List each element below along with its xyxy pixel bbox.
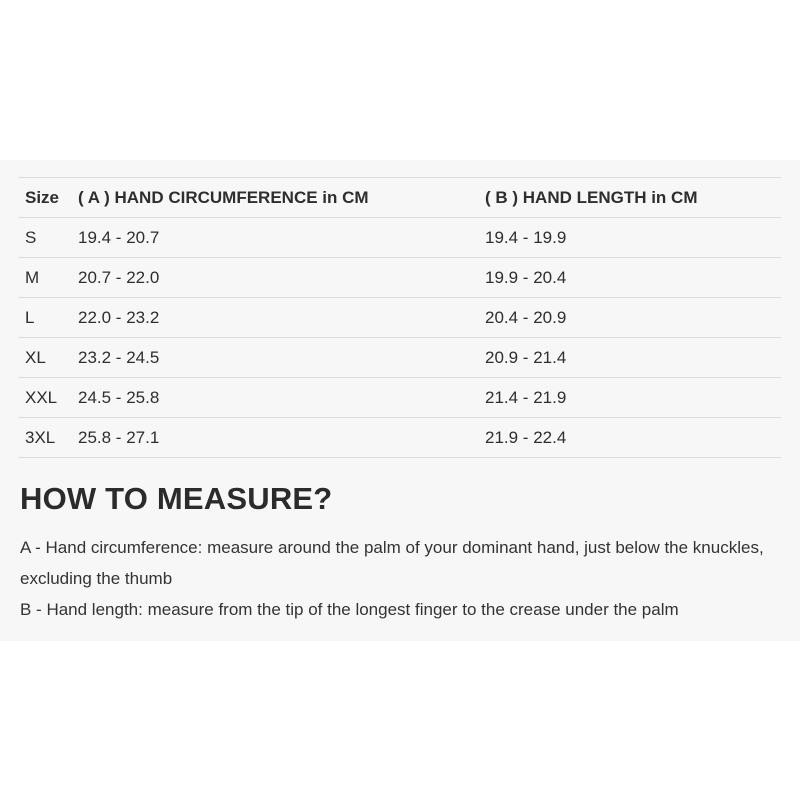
- circumference-cell: 24.5 - 25.8: [78, 378, 485, 418]
- size-cell: S: [18, 218, 78, 258]
- size-chart-table: [18, 177, 781, 458]
- length-cell: 21.9 - 22.4: [485, 418, 781, 458]
- size-cell: 3XL: [18, 418, 78, 458]
- instruction-hand-circumference: A - Hand circumference: measure around the palm of your dominant hand, just below the knuckles, excluding the thumb: [20, 538, 764, 588]
- circumference-cell: 23.2 - 24.5: [78, 338, 485, 378]
- length-cell: 19.4 - 19.9: [485, 218, 781, 258]
- circumference-cell: 22.0 - 23.2: [78, 298, 485, 338]
- table-row: [18, 338, 781, 378]
- length-cell: 21.4 - 21.9: [485, 378, 781, 418]
- instruction-hand-length: B - Hand length: measure from the tip of the longest finger to the crease under the palm: [20, 600, 679, 619]
- col-header-length: ( B ) HAND LENGTH in CM: [485, 178, 781, 218]
- table-row: [18, 258, 781, 298]
- table-row: [18, 418, 781, 458]
- table-header-row: [18, 178, 781, 218]
- size-cell: L: [18, 298, 78, 338]
- how-to-measure-heading: HOW TO MEASURE?: [20, 481, 333, 516]
- length-cell: 19.9 - 20.4: [485, 258, 781, 298]
- circumference-cell: 20.7 - 22.0: [78, 258, 485, 298]
- size-cell: M: [18, 258, 78, 298]
- length-cell: 20.4 - 20.9: [485, 298, 781, 338]
- col-header-size: Size: [18, 178, 78, 218]
- table-row: [18, 218, 781, 258]
- size-cell: XXL: [18, 378, 78, 418]
- table-row: [18, 378, 781, 418]
- table-row: [18, 298, 781, 338]
- circumference-cell: 25.8 - 27.1: [78, 418, 485, 458]
- circumference-cell: 19.4 - 20.7: [78, 218, 485, 258]
- size-cell: XL: [18, 338, 78, 378]
- col-header-circumference: ( A ) HAND CIRCUMFERENCE in CM: [78, 178, 485, 218]
- length-cell: 20.9 - 21.4: [485, 338, 781, 378]
- size-guide-section: [0, 160, 800, 641]
